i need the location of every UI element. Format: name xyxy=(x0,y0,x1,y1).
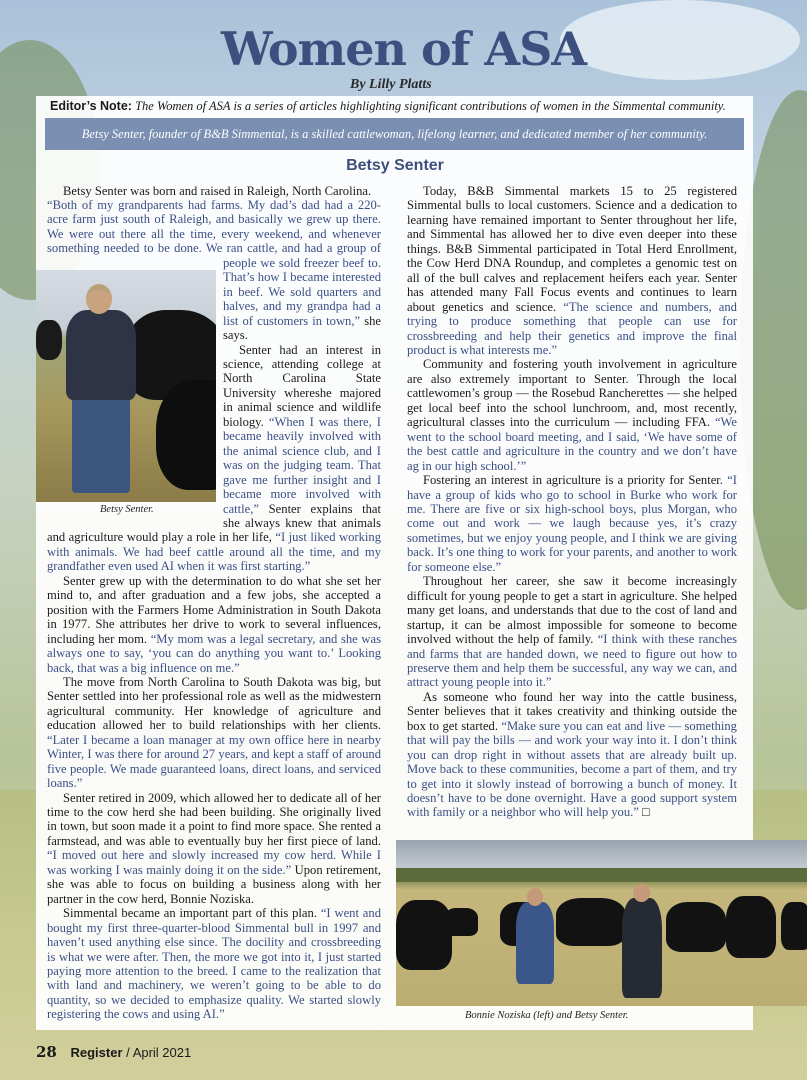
paragraph xyxy=(407,574,737,690)
text: As someone who found her way into the cattle business, Senter believes that it takes creativity and thinking outside the box to get started. xyxy=(407,689,737,733)
quote: “I just liked working with animals. We had beef cattle around all the time, and my grandfather even used AI when it was first starting.” xyxy=(47,530,381,574)
quote: “I moved out here and slowly increased my cow herd. While I was working I was mainly doing it on the side.” xyxy=(47,848,381,877)
quote: “Later I became a loan manager at my own office here in nearby Winter, I was there for around 27 years, and kept a staff of around five people. We made guaranteed loans, direct loans, and serviced loans.” xyxy=(47,732,381,791)
paragraph xyxy=(407,473,737,574)
left-column-flow xyxy=(47,198,381,1022)
text: Fostering an interest in agriculture is a priority for Senter. xyxy=(423,473,723,488)
paragraph xyxy=(47,791,381,907)
cow-shape xyxy=(726,896,776,958)
quote: “I think with these ranches and farms that are handed down, we need to figure out how to preserve them and help them be successful, any way we can, and attract young people into it.” xyxy=(407,632,737,690)
article-headline: Betsy Senter xyxy=(346,157,444,174)
quote: “Both of my grandparents had farms. My dad’s dad had a 220-acre farm just south of Raleigh, and basically we grew up there. We were out there all the time, every weekend, and whenever something needed to be done. We ran cattle, and had a group of people we sold freezer beef to. That’s how I became interested in beef. We sold quarters and halves, and my grandpa had a list of customers in town,” xyxy=(47,198,381,328)
left-column-top xyxy=(47,184,381,198)
person-shape xyxy=(527,888,543,906)
text: Community and fostering youth involvement in agriculture are also extremely important to Senter. Through the local cattlewomen’s group — the Rosebud Rancherettes — she helped get local beef into the school lunchroom, and, most recently, agricultural classes into the curriculum — including FFA. xyxy=(407,357,737,430)
photo-caption: Betsy Senter. xyxy=(100,504,154,515)
byline: By Lilly Platts xyxy=(350,77,432,92)
editor-note-text: The Women of ASA is a series of articles highlighting significant contributions of women in the Simmental community. xyxy=(135,99,726,113)
paragraph xyxy=(47,184,381,198)
quote: “My mom was a legal secretary, and she was always one to say, ‘you can do anything you want to.’ Looking back, that was a big influence on me.” xyxy=(47,631,382,675)
person-shape xyxy=(516,902,554,984)
quote: “We went to the school board meeting, and I said, ‘We have some of the best cattle and agriculture in the country and we don’t have ag in our high school.’” xyxy=(407,415,737,473)
editor-note xyxy=(50,99,750,114)
quote: “I went and bought my first three-quarter-blood Simmental bull in 1997 and haven’t used anything else since. The docility and crossbreeding is what we were after. Then, the more we got into it, I just started paying more attention to the breed. I came to the realization that with land and machinery, we weren’t going to be able to do quantity, so we decided to emphasize quality. We started slowly registering the cows and using AI.” xyxy=(47,906,381,1022)
cow-shape xyxy=(556,898,626,946)
quote: “When I was there, I became heavily involved with the animal science club, and I was on the judging team. That gave me further insight and I became more involved with cattle,” xyxy=(223,414,381,516)
text: Upon retirement, she was able to focus on building a business along with her partner in the cow herd, Bonnie Noziska. xyxy=(47,862,382,906)
paragraph xyxy=(407,184,737,357)
editor-note-label: Editor’s Note: xyxy=(50,99,132,113)
photo-caption: Bonnie Noziska (left) and Betsy Senter. xyxy=(465,1010,629,1021)
text: The move from North Carolina to South Dakota was big, but Senter settled into her professional role as well as the midwestern agricultural community. Her knowledge of agriculture and education allowed her to build relationships with her clients. xyxy=(47,674,381,733)
text: Today, B&B Simmental markets 15 to 25 registered Simmental bulls to local customers. Science and a dedication to learning have remained important to Senter throughout her life, and Simmental has allowed her to dive even deeper into these things. B&B Simmental participated in Total Herd Enrollment, the Cow Herd DNA Roundup, and completes a genomic test on all of the bull calves and replacement heifers each year. Senter has attended many Fall Focus events and continues to learn about genetics and science. xyxy=(407,184,737,314)
text: Betsy Senter was born and raised in Raleigh, North Carolina. xyxy=(63,184,372,198)
treeline-shape xyxy=(396,868,807,882)
paragraph xyxy=(407,357,737,473)
text: Simmental became an important part of this plan. xyxy=(63,906,321,921)
page-footer xyxy=(36,1043,191,1061)
right-column xyxy=(407,184,737,820)
masthead xyxy=(0,22,807,76)
photo-float-area xyxy=(47,270,223,516)
paragraph xyxy=(47,906,381,1022)
text: she says. xyxy=(223,313,381,343)
footer-separator: / xyxy=(126,1045,130,1060)
text: Throughout her career, she saw it become increasingly difficult for young people to get a start in agriculture. She helped many get loans, and understands that due to the cost of land and startup, it can be almost impossible for someone to become involved without the help of family. xyxy=(407,574,737,647)
page-title: Women of ASA xyxy=(220,22,587,76)
cow-shape xyxy=(666,902,726,952)
text: Senter grew up with the determination to do what she set her mind to, and after graduation and a few jobs, she accepted a position with the Farmers Home Administration in South Dakota in 1977. She attributes her drive to work to several influences, including her mom. xyxy=(47,573,381,646)
paragraph xyxy=(47,675,381,791)
text: Senter explains that she always knew that animals and agriculture would play a role in her life, xyxy=(47,501,382,545)
person-shape xyxy=(622,898,662,998)
text: Senter had an interest in science, attending college at North Carolina State University whereshe majored in animal science and wildlife biology. xyxy=(223,342,381,429)
intro-banner: Betsy Senter, founder of B&B Simmental, is a skilled cattlewoman, lifelong learner, and dedicated member of her community. xyxy=(45,118,744,150)
quote: “I have a group of kids who go to school in Burke who work for me. There are five or six high-school boys, plus Morgan, who come out and work — we laugh because yes, it’s crazy sometimes, but we enjoy young people, and I think we are giving back. It’s one thing to work for your parents, and another to work for someone else.” xyxy=(407,473,737,574)
quote: “Make sure you can eat and live — something that will pay the bills — and work your way into it. I don’t think you can drop right in without assets that are already built up. Move back to these communities, become a part of them, and try to get into it slowly instead of borrowing a bunch of money. It doesn’t have to be done overnight. Have a good support system with family or a neighbor who will help you.” xyxy=(407,718,737,820)
issue-date: April 2021 xyxy=(132,1045,192,1060)
paragraph xyxy=(407,690,737,820)
text: Senter retired in 2009, which allowed her to dedicate all of her time to the cow herd she had been building. She originally lived in town, but soon made it a point to find more space. She rented a farmstead, and was able to eventually buy her first piece of land. xyxy=(47,790,381,848)
quote: “The science and numbers, and trying to produce something that people can use for crossbreeding and help their genetics and improve the final product is what interests me.” xyxy=(407,299,737,357)
cow-shape xyxy=(444,908,478,936)
person-shape xyxy=(633,884,650,902)
cow-shape xyxy=(396,900,452,970)
cow-shape xyxy=(781,902,807,950)
paragraph xyxy=(47,574,381,675)
photo-noziska-and-senter xyxy=(396,840,807,1006)
magazine-name: Register xyxy=(70,1045,123,1060)
page-number: 28 xyxy=(36,1043,57,1061)
end-mark: □ xyxy=(642,805,650,820)
